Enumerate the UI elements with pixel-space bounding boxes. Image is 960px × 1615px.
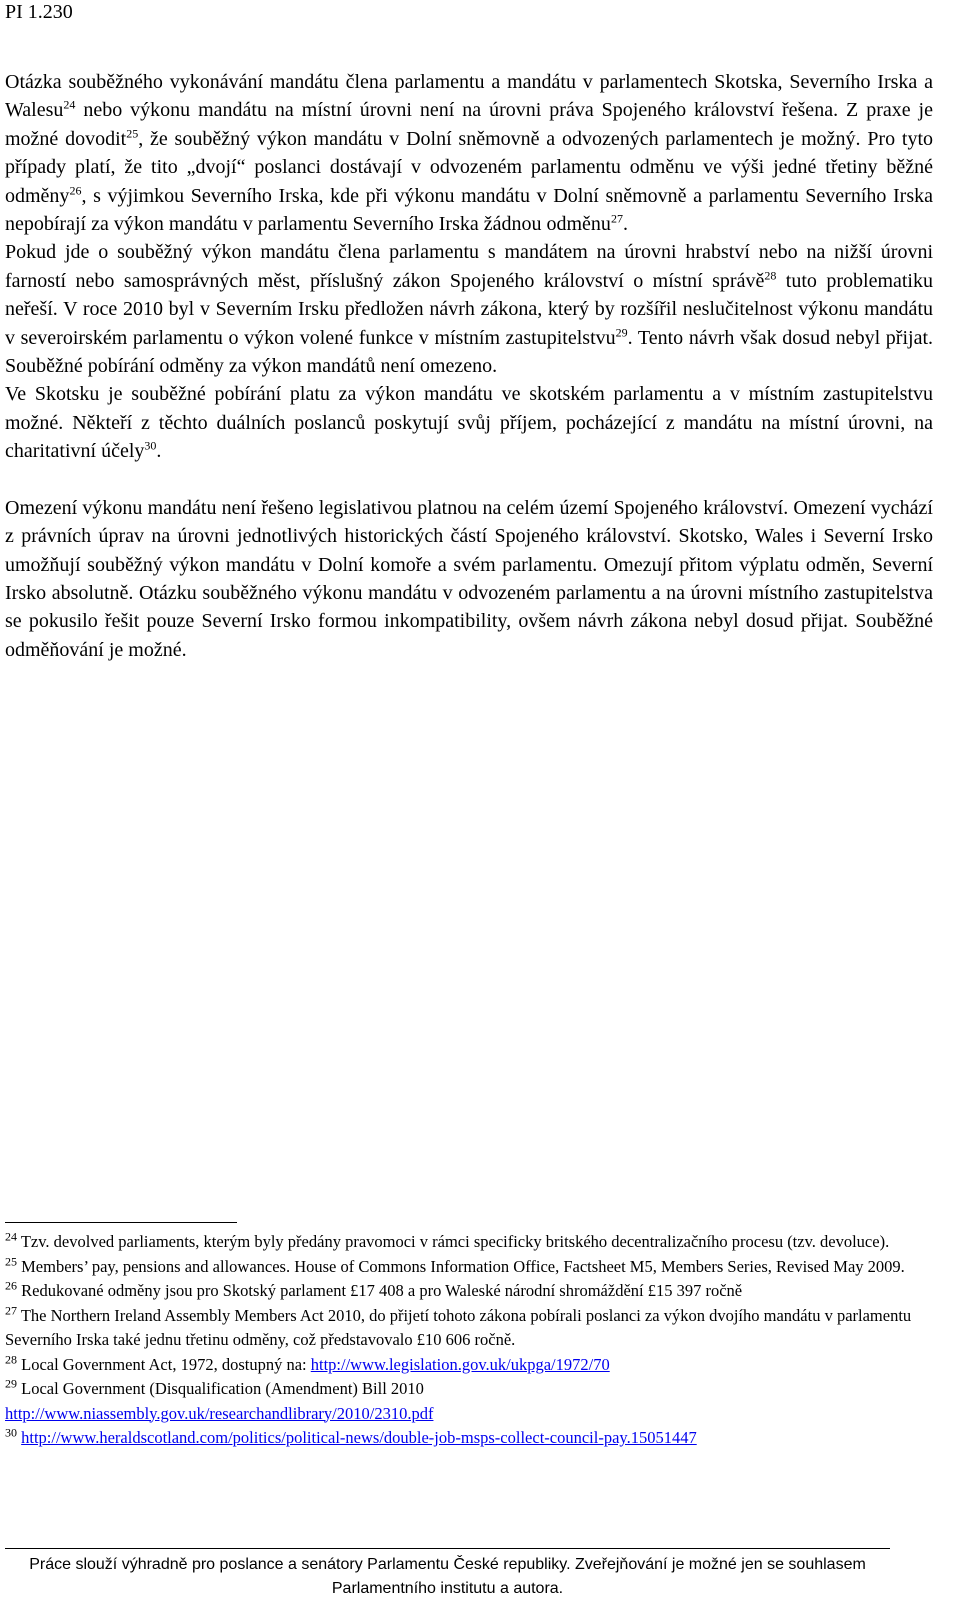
footnote-text: Tzv. devolved parliaments, kterým byly předány pravomoci v rámci specificky britského decentralizačního procesu (tzv. devoluce). — [17, 1232, 890, 1251]
paragraph-1-part-1: Otázka souběžného vykonávání mandátu člena parlamentu a mandátu v parlamentech Skotska, Severního Irska a Walesu — [5, 71, 933, 122]
paragraph-2-part-1: Pokud jde o souběžný výkon mandátu člena parlamentu s mandátem na úrovni hrabství nebo na nižší úrovni farností nebo samosprávných měst, příslušný zákon Spojeného království o místní správě — [5, 241, 933, 292]
paragraph-1-part-5: . — [622, 213, 628, 236]
paragraph-1 — [5, 68, 933, 238]
footer-disclaimer: Práce slouží výhradně pro poslance a senátory Parlamentu České republiky. Zveřejňování je možné jen se souhlasem Parlamentního institutu a autora. — [29, 1556, 866, 1597]
footnote-text: The Northern Ireland Assembly Members Act 2010, do přijetí tohoto zákona pobírali poslanci za výkon dvojího mandátu v parlamentu Severního Irska také jednu třetinu odměny, což představovalo £10 606 ročně. — [5, 1305, 912, 1349]
footnote-number: 26 — [5, 1278, 17, 1293]
footnote-24 — [5, 1230, 933, 1255]
footnote-ref-29[interactable]: 29 — [615, 325, 628, 339]
paragraph-3-part-1: Ve Skotsku je souběžné pobírání platu za výkon mandátu ve skotském parlamentu a v místním zastupitelstvu možné. Někteří z těchto duálních poslanců poskytují svůj příjem, pocházející z mandátu na místní úrovni, na charitativní účely — [5, 383, 933, 463]
footnote-ref-25[interactable]: 25 — [126, 126, 139, 141]
paragraph-1-part-3: , že souběžný výkon mandátu v Dolní sněmovně a odvozených parlamentech je možný. Pro tyto případy platí, že tito „dvojí“ poslanci dostávají v odvozeném parlamentu odměnu ve výši jedné třetiny běžné odměny — [5, 127, 933, 207]
paragraph-4 — [5, 494, 933, 664]
footnote-28-link[interactable]: http://www.legislation.gov.uk/ukpga/1972/70 — [310, 1354, 610, 1374]
paragraph-3 — [5, 380, 933, 465]
footnote-number: 24 — [5, 1229, 17, 1244]
paragraph-2-part-3: . Tento návrh však dosud nebyl přijat. Souběžné pobírání odměny za výkon mandátů není omezeno. — [5, 326, 933, 378]
paragraph-2 — [5, 238, 933, 380]
footer-separator — [5, 1548, 890, 1549]
footnote-30 — [5, 1426, 933, 1451]
paragraph-1-part-4: , s výjimkou Severního Irska, kde při výkonu mandátu v Dolní sněmovně a parlamentu Severního Irska nepobírají za výkon mandátu v parlamentu Severního Irska žádnou odměnu — [5, 184, 933, 236]
footnote-text: Members’ pay, pensions and allowances. House of Commons Information Office, Factsheet M5, Members Series, Revised May 2009. — [17, 1256, 905, 1276]
footnote-separator — [5, 1222, 237, 1223]
footnote-text: Local Government (Disqualification (Amendment) Bill 2010 — [17, 1379, 424, 1398]
paragraph-4-text: Omezení výkonu mandátu není řešeno legislativou platnou na celém území Spojeného království. Omezení vychází z právních úprav na úrovni jednotlivých historických částí Spojeného království. Skotsko, Wales i Severní Irsko umožňují souběžný výkon mandátu v Dolní komoře a svém parlamentu. Omezují přitom výplatu odměn, Severní Irsko absolutně. Otázku souběžného výkonu mandátu v odvozeném parlamentu a na úrovni místního zastupitelstva se pokusilo řešit pouze Severní Irsko formou inkompatibility, ovšem návrh zákona nebyl dosud přijat. Souběžné odměňování je možné. — [5, 496, 933, 661]
footnotes — [5, 1230, 933, 1451]
footnote-ref-24[interactable]: 24 — [63, 97, 76, 112]
footnote-number: 27 — [5, 1303, 17, 1317]
footnote-ref-30[interactable]: 30 — [144, 438, 157, 453]
footnote-25 — [5, 1255, 933, 1280]
footnote-ref-27[interactable]: 27 — [610, 211, 623, 226]
footnote-26 — [5, 1279, 933, 1304]
footnote-number: 28 — [5, 1352, 17, 1366]
paragraph-1-part-2: nebo výkonu mandátu na místní úrovni není na úrovni práva Spojeného království řešena. Z praxe je možné dovodit — [5, 99, 933, 150]
footnote-ref-28[interactable]: 28 — [764, 268, 777, 283]
footnote-29-link[interactable]: http://www.niassembly.gov.uk/researchandlibrary/2010/2310.pdf — [5, 1403, 434, 1423]
footnote-text: Local Government Act, 1972, dostupný na: — [17, 1354, 311, 1374]
footnote-29 — [5, 1377, 933, 1426]
footnote-number: 30 — [5, 1425, 17, 1440]
footnote-number: 29 — [5, 1376, 17, 1391]
paragraph-2-part-2: tuto problematiku neřeší. V roce 2010 byl v Severním Irsku předložen návrh zákona, který by rozšířil neslučitelnost výkonu mandátu v severoirském parlamentu o výkon volené funkce v místním zastupitelstvu — [5, 269, 933, 349]
footnote-ref-26[interactable]: 26 — [69, 182, 82, 197]
footnote-number: 25 — [5, 1254, 17, 1268]
footnote-30-link[interactable]: http://www.heraldscotland.com/politics/political-news/double-job-msps-collect-council-pay.15051447 — [21, 1428, 697, 1447]
paragraph-3-part-2: . — [156, 440, 162, 463]
document-code: PI 1.230 — [5, 1, 73, 23]
main-text — [5, 68, 933, 664]
footnote-text: Redukované odměny jsou pro Skotský parlament £17 408 a pro Waleské národní shromáždění £15 397 ročně — [17, 1281, 743, 1300]
footnote-28 — [5, 1353, 933, 1378]
footnote-27 — [5, 1304, 933, 1353]
paragraph-spacer — [5, 466, 933, 494]
